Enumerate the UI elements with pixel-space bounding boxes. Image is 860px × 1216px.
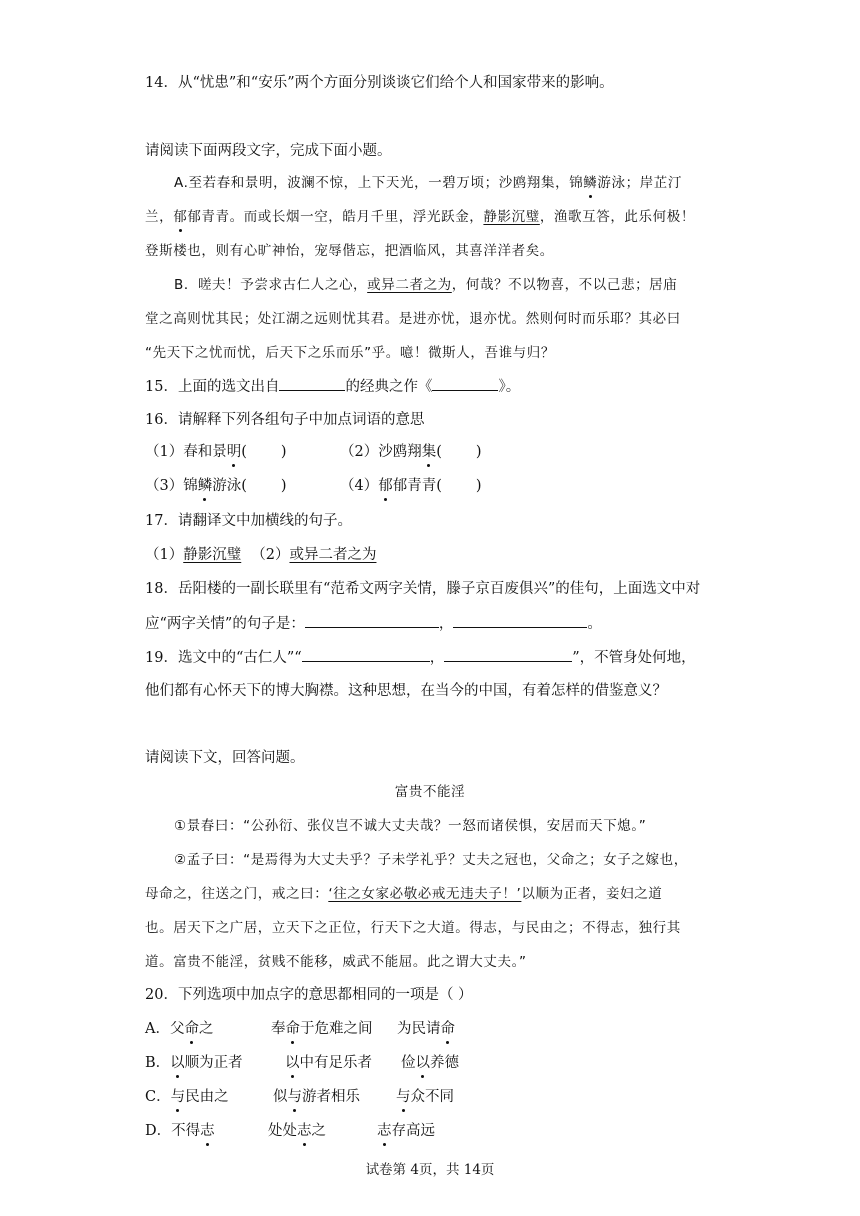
underlined-sentence: 或异二者之为: [367, 277, 452, 293]
option-d-part-2: 处处志之: [268, 1123, 326, 1139]
passage-a-line-3: 登斯楼也，则有心旷神怡，宠辱偕忘，把酒临风，其喜洋洋者矣。: [145, 243, 554, 259]
underlined-sentence: 静影沉璧: [183, 547, 242, 563]
answer-blank[interactable]: [432, 376, 498, 391]
dotted-char: 与: [170, 1089, 186, 1105]
dotted-char: 明: [226, 444, 242, 460]
question-20-title: 20．下列选项中加点字的意思都相同的一项是（ ）: [145, 987, 473, 1003]
dotted-char: 命: [440, 1021, 455, 1037]
passage-2-para-2-line-2: 母命之，往送之门，戒之曰：‘往之女家必敬必戒无违夫子！’以顺为正者，妾妇之道: [145, 886, 663, 902]
dotted-char: 以: [170, 1055, 185, 1071]
dotted-char: 郁: [173, 209, 188, 225]
dotted-char: 以: [415, 1055, 430, 1071]
answer-blank[interactable]: [305, 613, 439, 628]
passage-2-para-2-line-3: 也。居天下之广居，立天下之正位，行天下之大道。得志，与民由之；不得志，独行其: [145, 920, 681, 936]
page-footer: 试卷第 4页，共 14页: [365, 1162, 495, 1178]
dotted-char: 命: [285, 1021, 300, 1037]
passage-b-line-3: “先天下之忧而忧，后天下之乐而乐”乎。噫！微斯人，吾谁与归？: [145, 345, 555, 361]
reading-intro-1: 请阅读下面两段文字，完成下面小题。: [145, 143, 392, 159]
answer-blank[interactable]: [453, 613, 587, 628]
question-17-title: 17．请翻译文中加横线的句子。: [145, 513, 352, 529]
passage-b-line-2: 堂之高则忧其民；处江湖之远则忧其君。是进亦忧，退亦忧。然则何时而乐耶？其必曰: [145, 311, 681, 327]
passage-a-line-1: A.至若春和景明，波澜不惊，上下天光，一碧万顷；沙鸥翔集，锦鳞游泳；岸芷汀: [174, 175, 683, 191]
dotted-char: 志: [377, 1123, 392, 1139]
option-d-part-3: 志存高远: [377, 1123, 435, 1139]
dotted-char: 集: [421, 444, 437, 460]
reading-intro-2: 请阅读下文，回答问题。: [145, 750, 305, 766]
dotted-char: 以: [285, 1055, 300, 1071]
passage-2-para-1: ①景春曰：“公孙衍、张仪岂不诚大丈夫哉？一怒而诸侯惧，安居而天下熄。”: [174, 818, 647, 834]
answer-blank[interactable]: [302, 647, 430, 662]
q16-item-3: （3）锦鳞游泳( ): [145, 478, 287, 494]
dotted-char: 命: [184, 1021, 199, 1037]
dotted-char: 与: [396, 1089, 411, 1105]
underlined-sentence: ‘往之女家必敬必戒无违夫子！’: [328, 886, 522, 902]
question-19-line-2: 他们都有心怀天下的博大胸襟。这种思想，在当今的中国，有着怎样的借鉴意义？: [145, 683, 667, 699]
passage-b-line-1: B．嗟夫！予尝求古仁人之心，或异二者之为，何哉？不以物喜，不以己悲；居庙: [174, 277, 678, 293]
option-c-part-2: 似与游者相乐: [273, 1089, 360, 1105]
dotted-char: 郁: [378, 478, 393, 494]
dotted-char: 鳞: [197, 478, 213, 494]
question-18-line-1: 18．岳阳楼的一副长联里有“范希文两字关情，滕子京百废俱兴”的佳句，上面选文中对: [145, 581, 701, 597]
question-19-line-1: 19．选文中的“古仁人”“ ， ”，不管身处何地，: [145, 647, 696, 668]
dotted-char: 鳞: [583, 175, 598, 191]
passage-a-line-2: 兰，郁郁青青。而或长烟一空，皓月千里，浮光跃金，静影沉璧，渔歌互答，此乐何极！: [145, 209, 695, 225]
question-16-title: 16．请解释下列各组句子中加点词语的意思: [145, 412, 425, 428]
dotted-char: 志: [200, 1123, 215, 1139]
option-b-part-3: 俭以养德: [401, 1055, 459, 1071]
option-b-part-2: 以中有足乐者: [285, 1055, 372, 1071]
passage-title: 富贵不能淫: [394, 784, 466, 800]
question-18-line-2: 应“两字关情”的句子是： ， 。: [145, 613, 602, 634]
underlined-sentence: 静影沉璧: [483, 209, 540, 225]
option-c[interactable]: C．与民由之: [145, 1089, 229, 1105]
underlined-sentence: 或异二者之为: [289, 547, 377, 563]
answer-blank[interactable]: [279, 376, 345, 391]
question-15: 15．上面的选文出自 的经典之作《 》。: [145, 376, 520, 397]
q16-item-1: （1）春和景明( ): [145, 444, 287, 460]
q16-item-2: （2）沙鸥翔集( ): [340, 444, 482, 460]
dotted-char: 志: [297, 1123, 312, 1139]
option-a-part-2: 奉命于危难之间: [271, 1021, 373, 1037]
option-c-part-3: 与众不同: [396, 1089, 454, 1105]
passage-2-para-2-line-1: ②孟子曰：“是焉得为大丈夫乎？子未学礼乎？丈夫之冠也，父命之；女子之嫁也，: [174, 852, 688, 868]
passage-2-para-2-line-4: 道。富贵不能淫，贫贱不能移，威武不能屈。此之谓大丈夫。”: [145, 954, 527, 970]
question-14: 14．从“忧患”和“安乐”两个方面分别谈谈它们给个人和国家带来的影响。: [145, 75, 614, 91]
option-d[interactable]: D．不得志: [145, 1123, 215, 1139]
dotted-char: 与: [287, 1089, 302, 1105]
option-a[interactable]: A．父命之: [145, 1021, 214, 1037]
q17-items: （1）静影沉璧 （2）或异二者之为: [145, 547, 377, 563]
option-b[interactable]: B．以顺为正者: [145, 1055, 243, 1071]
answer-blank[interactable]: [444, 647, 572, 662]
q16-item-4: （4）郁郁青青( ): [340, 478, 482, 494]
option-a-part-3: 为民请命: [397, 1021, 455, 1037]
